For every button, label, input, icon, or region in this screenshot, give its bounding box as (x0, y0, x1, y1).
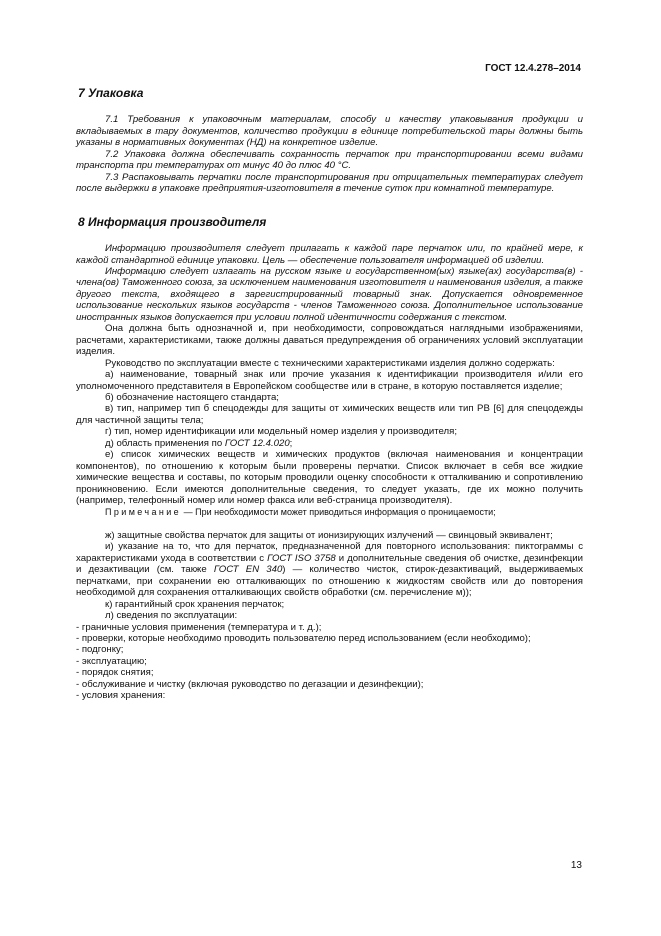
paragraph-7-2: 7.2 Упаковка должна обеспечивать сохранность перчаток при транспортировании всеми видами транспорта при температурах от минус 40 до плюс 40 °С. (76, 148, 583, 172)
list-item-v: в) тип, например тип б спецодежды для защиты от химических веществ или тип PB [6] для спецодежды для частичной защиты тела; (76, 403, 583, 426)
list-item-e: е) список химических веществ и химических продуктов (включая наименования и концентрации компонентов), по отношению к которым были проверены перчатки. Список включает в себя все жидкие химические вещества и составы, по которым проводили оценку способности к отталкиванию и сопротивлению проникновению. Если имеются дополнительные сведения, то следует указать, где их можно получить (например, телефонный номер или номер факса или веб-страница производителя). (76, 449, 583, 507)
dash-item: - обслуживание и чистку (включая руководство по дегазации и дезинфекции); (76, 678, 424, 690)
list-item-g: г) тип, номер идентификации или модельный номер изделия у производителя; (105, 426, 458, 438)
dash-item: - проверки, которые необходимо проводить пользователю перед использованием (если необходимо); (76, 633, 531, 645)
page-number: 13 (570, 860, 582, 871)
note-text: — При необходимости может приводиться информация о проницаемости; (181, 506, 496, 517)
page-content (76, 88, 583, 702)
list-item-l: л) сведения по эксплуатации: (105, 610, 238, 622)
dash-item: - порядок снятия; (76, 667, 154, 679)
paragraph-8-2: Информацию следует излагать на русском языке и государственном(ых) языке(ах) государства(в) - члена(ов) Таможенного союза, за исключением наименования изготовителя и наименования изделия, а также другого текста, входящего в зарегистрированный товарный знак. Допускается одновременное использование нескольких языков государств - членов Таможенного союза. Дополнительное использование иностранных языков допускается при условии полной идентичности содержания с текстом. (76, 265, 583, 323)
standard-reference: ГОСТ ISO 3758 (267, 552, 336, 564)
section-8-title: 8 Информация производителя (78, 214, 267, 229)
list-item-b: б) обозначение настоящего стандарта; (105, 391, 279, 403)
list-item-d (76, 438, 583, 449)
dash-item: - граничные условия применения (температура и т. д.); (76, 621, 322, 633)
list-item-k: к) гарантийный срок хранения перчаток; (105, 598, 285, 610)
standard-reference: ГОСТ 12.4.020 (224, 437, 290, 449)
dash-item: - эксплуатацию; (76, 655, 147, 667)
paragraph-8-3: Она должна быть однозначной и, при необходимости, сопровождаться наглядными изображениями, расчетами, характеристиками, также должны даваться предупреждения об ограничениях условий эксплуатации изделия. (76, 323, 583, 358)
list-item-i (76, 541, 583, 598)
paragraph-8-1: Информацию производителя следует прилагать к каждой паре перчаток или, по крайней мере, к каждой стандартной единице упаковки. Цель — обеспечение пользователя информацией об изделии. (76, 243, 583, 266)
standard-reference: ГОСТ EN 340 (213, 564, 283, 576)
list-item-i-text-2: и дополнительные сведения об очистке, дезинфекции и дезактивации (см. также (76, 552, 583, 576)
list-item-d-text: д) область применения по (105, 437, 225, 449)
list-item-i-text-1: и) указание на то, что для перчаток, предназначенной для повторного использования: пиктограммы с характеристиками ухода в соответствии с (76, 541, 583, 564)
note (76, 507, 583, 518)
list-item-a: а) наименование, товарный знак или прочие указания к идентификации производителя и/или его уполномоченного представителя в Европейском сообществе или в стране, в которую поставляется изделие; (76, 369, 583, 392)
paragraph-8-4: Руководство по эксплуатации вместе с техническими характеристиками изделия должно содержать: (105, 357, 555, 369)
list-item-zh: ж) защитные свойства перчаток для защиты от ионизирующих излучений — свинцовый эквивалент; (105, 529, 553, 541)
dash-item: - условия хранения: (76, 690, 166, 702)
note-label: Примечание (105, 506, 182, 517)
paragraph-7-3: 7.3 Распаковывать перчатки после транспортирования при отрицательных температурах следует после выдержки в упаковке предприятия-изготовителя в течение суток при комнатной температуре. (76, 171, 583, 195)
list-item-i-text-3: ) — количество чисток, стирок-дезактиваций, выдерживаемых перчатками, при сохранении ею отталкивающих по отношению к жидкостям свойств или до повторения необходимой для сохранения отталкивающих свойств обработки (см. перечисление м)); (76, 564, 584, 599)
document-number-header: ГОСТ 12.4.278–2014 (485, 63, 581, 74)
paragraph-7-1: 7.1 Требования к упаковочным материалам, способу и качеству упаковывания продукции и вкладываемых в тару документов, количество продукции в единице потребительской тары должны быть указаны в нормативных документах (НД) на конкретное изделие. (76, 114, 583, 149)
section-7-title: 7 Упаковка (78, 86, 144, 100)
list-item-d-end: ; (289, 437, 293, 449)
dash-item: - подгонку; (76, 644, 124, 656)
